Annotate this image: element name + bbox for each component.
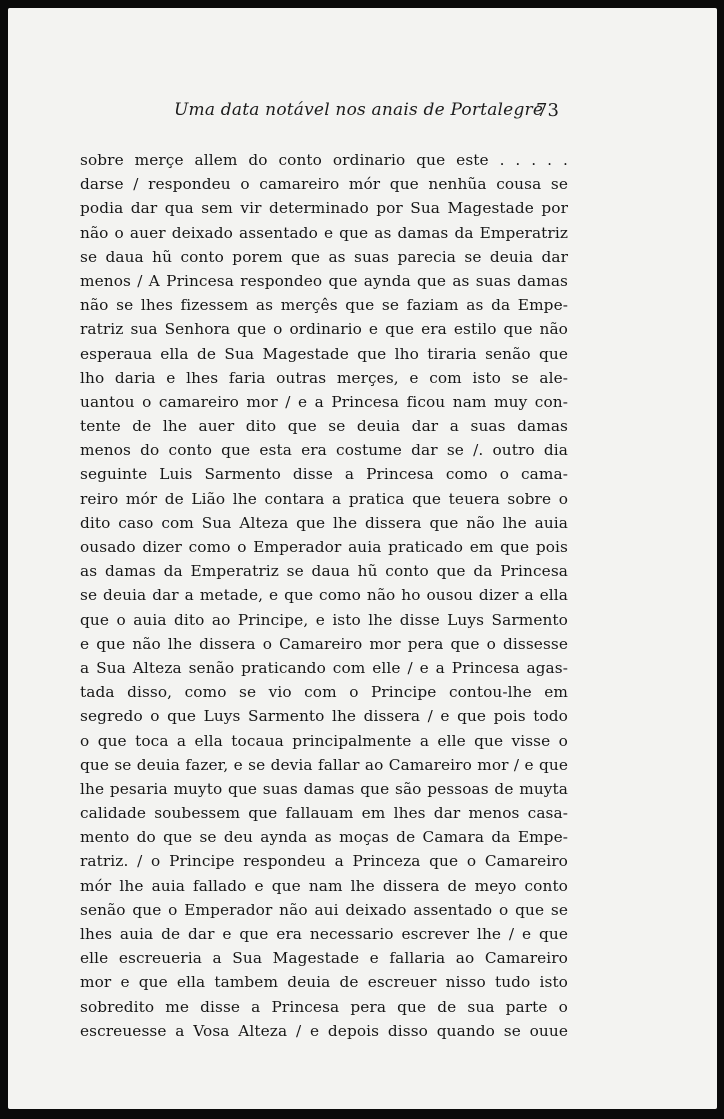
text-line: podia dar qua sem vir determinado por Sua Magestade por [80,199,568,218]
text-line: a Sua Alteza senão praticando com elle / e a Princesa agas- [80,658,568,677]
text-line: mento do que se deu aynda as moças de Camara da Empe- [80,828,568,847]
text-line: sobre merçe allem do conto ordinario que este . . . . . [80,151,568,169]
text-line: elle escreueria a Sua Magestade e fallaria ao Camareiro [80,949,568,968]
text-line: não o auer deixado assentado e que as damas da Emperatriz [80,223,568,242]
running-title: Uma data notável nos anais de Portalegre [174,100,544,120]
text-line: dito caso com Sua Alteza que lhe dissera que não lhe auia [80,513,568,532]
text-line: tada disso, como se vio com o Principe contou-lhe em [80,683,568,702]
text-line: calidade soubessem que fallauam em lhes dar menos casa- [80,804,568,823]
text-line: o que toca a ella tocaua principalmente a elle que visse o [80,731,568,750]
text-line: darse / respondeu o camareiro mór que nenhũa cousa se [80,175,568,194]
text-line: lhe pesaria muyto que suas damas que são pessoas de muyta [80,779,568,798]
text-line: ousado dizer como o Emperador auia praticado em que pois [80,538,568,556]
text-line: menos do conto que esta era costume dar se /. outro dia [80,441,568,460]
text-line: não se lhes fizessem as merçês que se faziam as da Empe- [80,296,568,315]
text-line: mór lhe auia fallado e que nam lhe dissera de meyo conto [80,876,568,895]
text-line: senão que o Emperador não aui deixado assentado o que se [80,900,568,919]
text-line: se daua hũ conto porem que as suas parecia se deuia dar [80,247,568,266]
text-line: menos / A Princesa respondeo que aynda que as suas damas [80,271,568,290]
text-line: ratriz. / o Principe respondeu a Princeza que o Camareiro [80,852,568,871]
text-line: seguinte Luis Sarmento disse a Princesa como o cama- [80,465,568,484]
text-line: segredo o que Luys Sarmento lhe dissera / e que pois todo [80,707,568,726]
page-header [8,98,717,126]
book-page [8,8,717,1109]
body-text [80,148,568,1043]
text-line: lho daria e lhes faria outras merçes, e com isto se ale- [80,368,568,387]
text-line: sobredito me disse a Princesa pera que de sua parte o [80,997,568,1016]
text-line: ratriz sua Senhora que o ordinario e que era estilo que não [80,320,568,339]
text-line: que se deuia fazer, e se devia fallar ao Camareiro mor / e que [80,755,568,774]
text-line: escreuesse a Vosa Alteza / e depois disso quando se ouue [80,1021,568,1040]
text-line: se deuia dar a metade, e que como não ho ousou dizer a ella [80,586,568,605]
text-line: que o auia dito ao Principe, e isto lhe disse Luys Sarmento [80,610,568,629]
text-line: uantou o camareiro mor / e a Princesa ficou nam muy con- [80,392,568,411]
text-line: as damas da Emperatriz se daua hũ conto que da Princesa [80,562,568,581]
text-line: esperaua ella de Sua Magestade que lho tiraria senão que [80,344,568,363]
text-line: e que não lhe dissera o Camareiro mor pera que o dissesse [80,634,568,653]
text-line: reiro mór de Lião lhe contara a pratica que teuera sobre o [80,489,568,508]
text-line: lhes auia de dar e que era necessario escrever lhe / e que [80,925,568,943]
text-line: tente de lhe auer dito que se deuia dar a suas damas [80,417,568,436]
text-line: mor e que ella tambem deuia de escreuer nisso tudo isto [80,973,568,992]
page-number: 73 [536,100,559,121]
